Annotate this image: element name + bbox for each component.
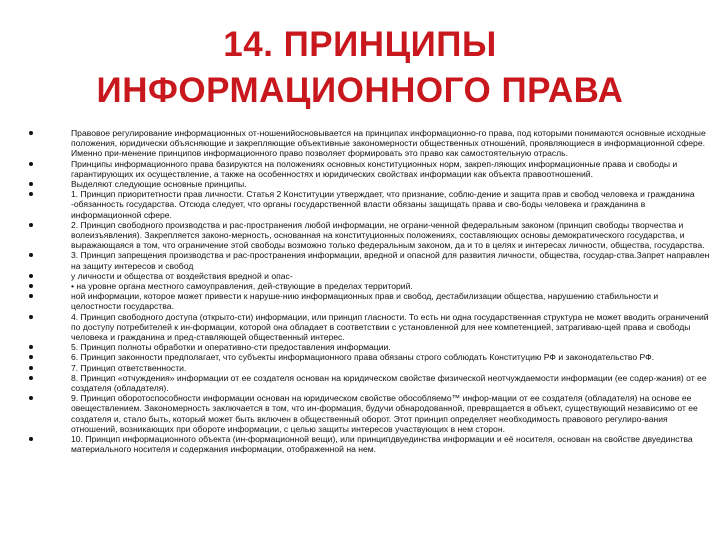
- list-item: [20, 159, 710, 179]
- list-item: [20, 179, 710, 189]
- list-item: [20, 312, 710, 343]
- list-item-text: • на уровне органа местного самоуправления, дей-ствующие в пределах территорий.: [71, 281, 413, 292]
- list-item-text: 4. Принцип свободного доступа (открыто-сти) информации, или принцип гласности. То есть ни одна государственная структура не может вводить ограничений по доступу потребителей к ин-формации, которой она обладает в соответствии с установленной для нее компетенцией, затрагиваю-щей права и свободы человека и гражданина и пред-ставляющей общественный интерес.: [71, 311, 709, 343]
- slide-title-line-2: ИНФОРМАЦИОННОГО ПРАВА: [96, 71, 624, 110]
- list-item: [20, 250, 710, 270]
- list-item: [20, 434, 710, 454]
- list-item-text: 9. Принцип оборотоспособности информации основан на юридическом свойстве обособляемо™ инфор-мации от ее создателя (обладателя) на основе ее овеществлением. Закономерность заключается в том, что ин-формация, будучи обнародованной, превращается в объект, существующий независимо от ее создателя и, стало быть, который может быть включен в общественный оборот. Этот принцип определяет необходимость правового регулиро-вания отношений, возникающих при обороте информации, с целью защиты интересов участвующих в нем сторон.: [71, 393, 698, 434]
- list-item: [20, 220, 710, 251]
- bullet-icon: [29, 315, 33, 319]
- list-item: [20, 342, 710, 352]
- list-item: [20, 189, 710, 220]
- bullet-icon: [29, 223, 33, 227]
- list-item: [20, 352, 710, 362]
- list-item-text: 2. Принцип свободного производства и рас-пространения любой информации, не ограни-ченной федеральным законом (принцип свободы творчества и волеизъявления). Закрепляется законо-мерность, основанная на конституционных положениях, составляющих основы демократического государства, и выражающаяся в том, что ограничение этой свободы возможно только федеральным законом, да и то в целях и интересах личности, общества, государства.: [71, 219, 705, 251]
- list-item-text: ной информации, которое может привести к наруше-нию информационных прав и свобод, дестабилизации общества, нарушению стабильности и целостности государства.: [71, 291, 659, 312]
- slide-title-line-1: 14. ПРИНЦИПЫ: [223, 25, 497, 64]
- bullet-icon: [29, 376, 33, 380]
- list-item-text: 1. Принцип приоритетности прав личности. Статья 2 Конституции утверждает, что признание, соблю-дение и защита прав и свобод человека и гражданина -обязанность государства. Отсюда следует, что органы государственной власти обязаны защищать права и сво-боды человека и гражданина в информационной сфере.: [71, 189, 695, 220]
- list-item: [20, 363, 710, 373]
- list-item-text: у личности и общества от воздействия вредной и опас-: [71, 270, 293, 281]
- bullet-icon: [29, 192, 33, 196]
- bullet-icon: [29, 274, 33, 278]
- bullet-icon: [29, 162, 33, 166]
- list-item: [20, 291, 710, 311]
- bullet-icon: [29, 294, 33, 298]
- list-item-text: 5. Принцип полноты обработки и оперативно-сти предоставления информации.: [71, 342, 391, 353]
- bullet-icon: [29, 284, 33, 288]
- list-item-text: 10. Принцип информационного объекта (ин-формационной вещи), или принципдвуединства информации и её носителя, основан на свойстве двуединства материального носителя и содержания информации, отображенной на нем.: [71, 434, 693, 455]
- list-item-text: 7. Принцип ответственности.: [71, 362, 187, 373]
- principles-list: [20, 128, 710, 455]
- bullet-icon: [29, 396, 33, 400]
- bullet-icon: [29, 366, 33, 370]
- slide-title: [0, 22, 720, 114]
- list-item: [20, 271, 710, 281]
- list-item-text: Принципы информационного права базируются на положениях основных конституционных норм, закреп-ляющих информационные права и свободы и гарантирующих их осуществление, а также на особенностях и юридических свойствах информации как объекта правоотношений.: [71, 158, 678, 179]
- list-item-text: 6. Принцип законности предполагает, что субъекты информационного права обязаны строго соблюдать Конституцию РФ и законодательство РФ.: [71, 352, 655, 363]
- bullet-icon: [29, 182, 33, 186]
- list-item-text: Выделяют следующие основные принципы.: [71, 179, 247, 190]
- list-item: [20, 128, 710, 159]
- bullet-icon: [29, 345, 33, 349]
- list-item-text: 3. Принцип запрещения производства и рас-пространения информации, вредной и опасной для развития личности, общества, государ-ства.Запрет направлен на защиту интересов и свобод: [71, 250, 710, 271]
- bullet-icon: [29, 253, 33, 257]
- bullet-icon: [29, 131, 33, 135]
- list-item-text: 8. Принцип «отчуждения» информации от ее создателя основан на юридическом свойстве физической неотчуждаемости информации (ее содер-жания) от ее создателя (обладателя).: [71, 372, 707, 394]
- bullet-icon: [29, 437, 33, 441]
- list-item: [20, 373, 710, 393]
- bullet-icon: [29, 355, 33, 359]
- list-item: [20, 393, 710, 434]
- list-item: [20, 281, 710, 291]
- list-item-text: Правовое регулирование информационных от-ношенийосновывается на принципах информационно-го права, под которыми понимаются основные исходные положения, юридически объясняющие и закрепляющие объективные закономерности общественных отношений, проявляющиеся в информационной сфере. Именно при-менение принципов информационного право позволяет формировать это право как самостоятельную отрасль.: [71, 128, 706, 159]
